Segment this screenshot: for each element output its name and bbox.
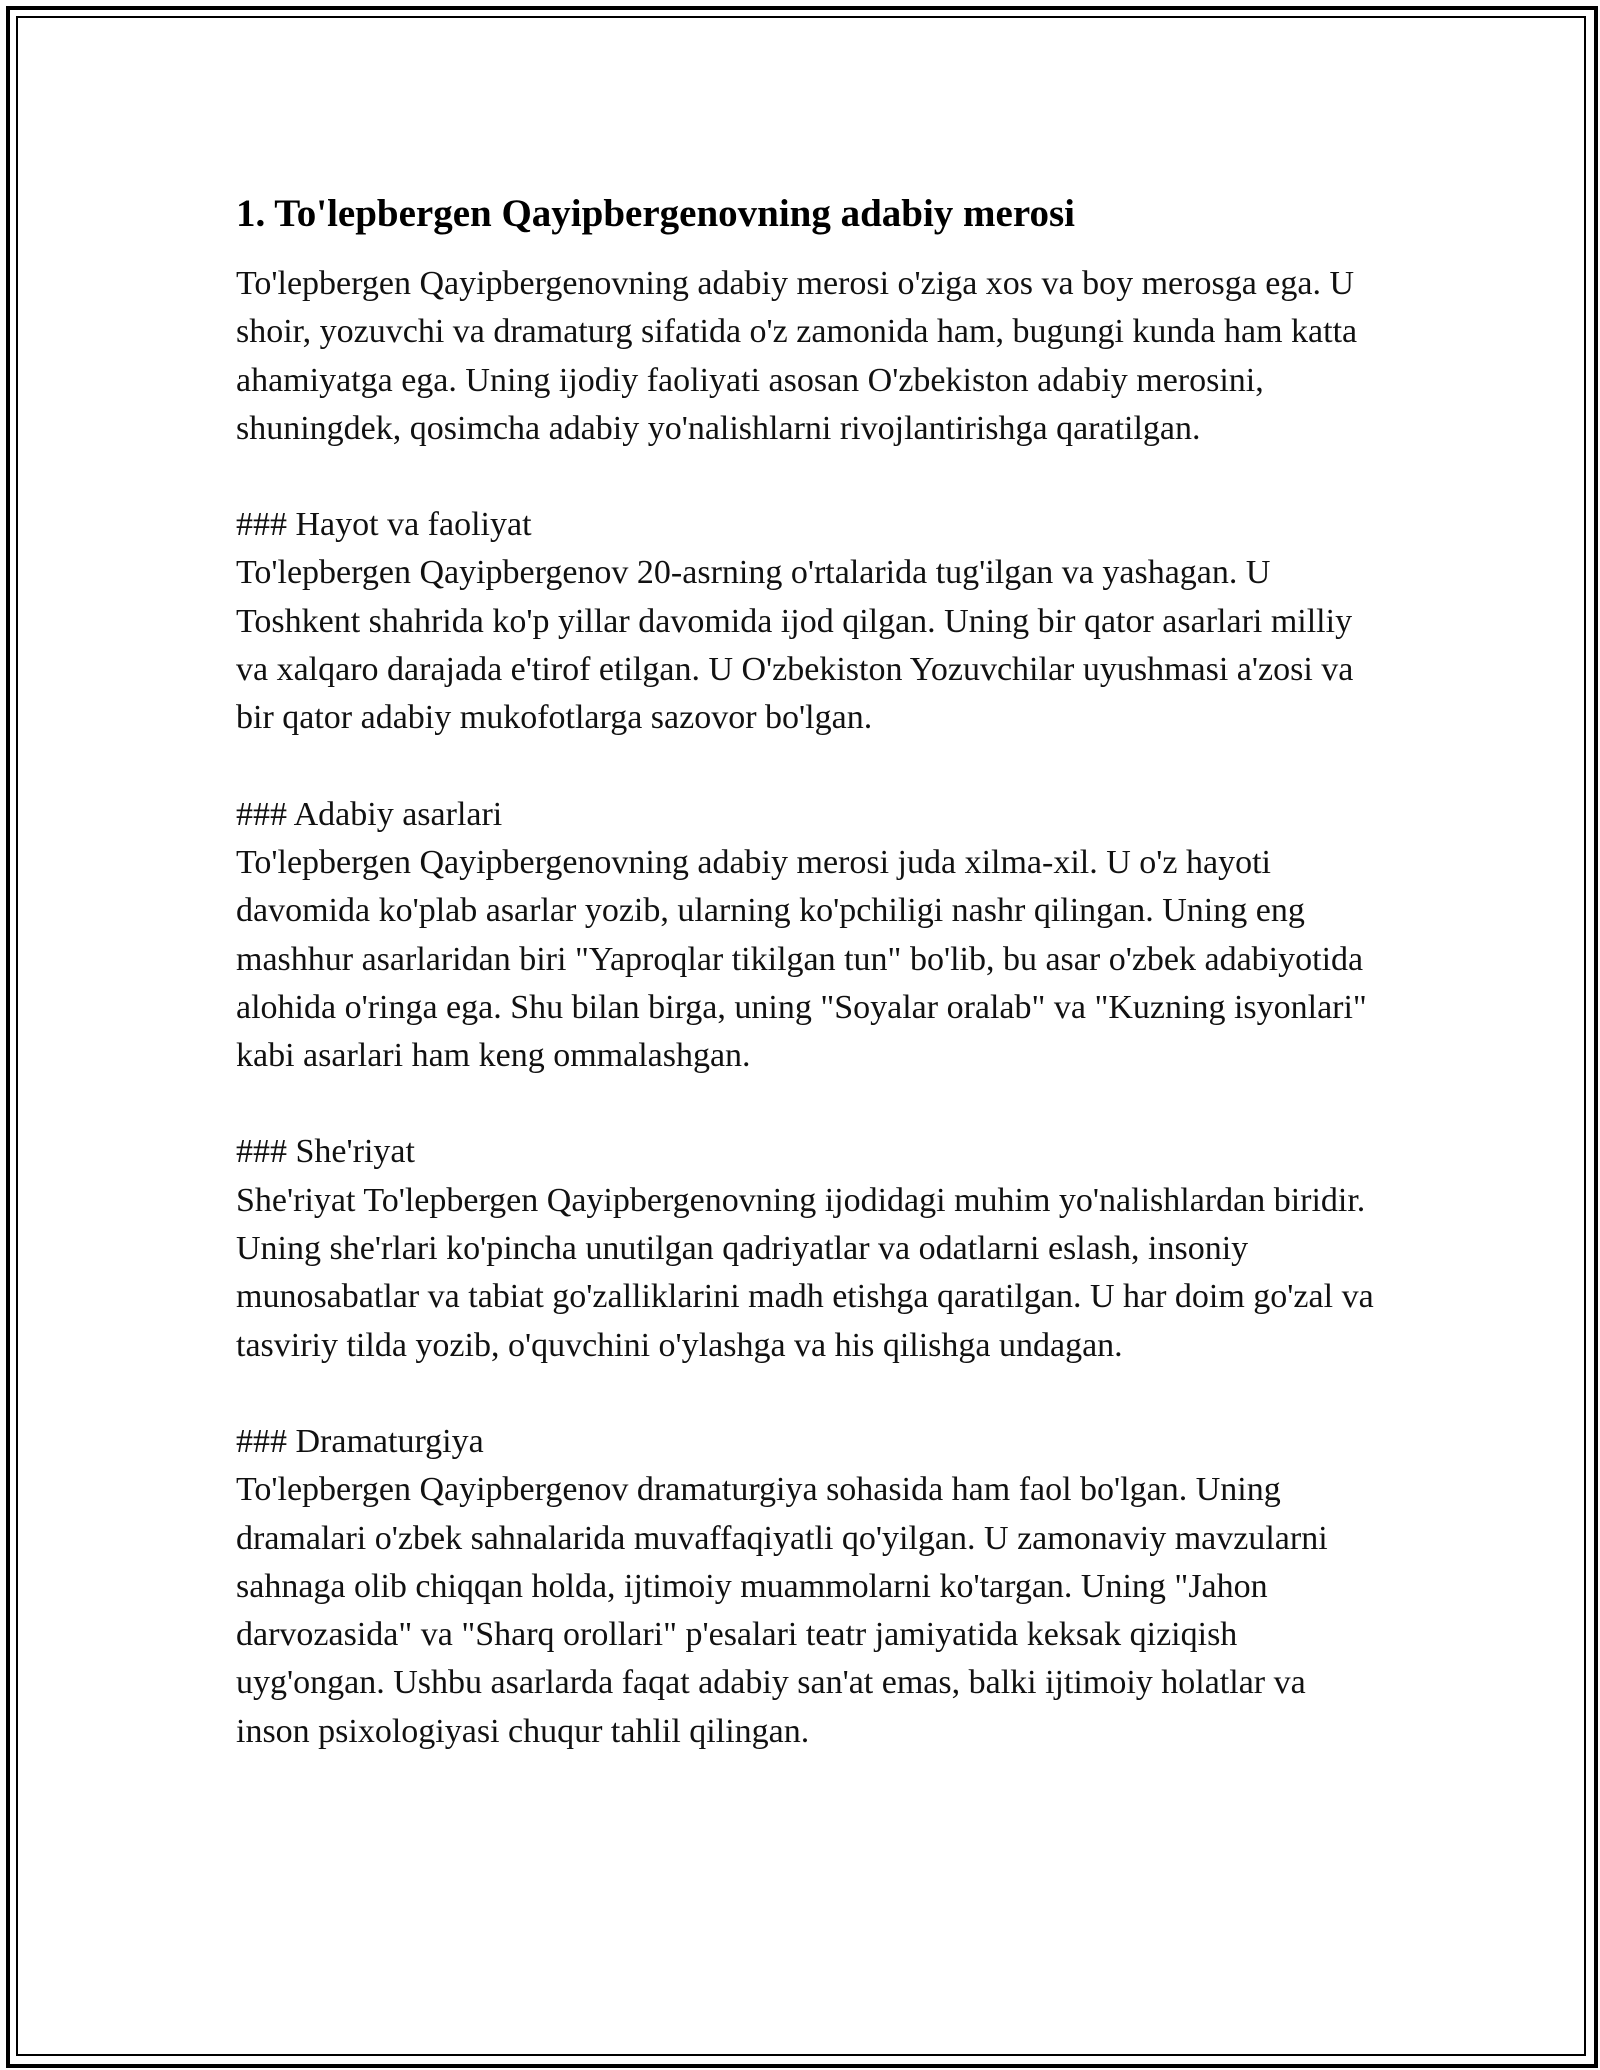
intro-paragraph: To'lepbergen Qayipbergenovning adabiy merosi o'ziga xos va boy merosga ega. U shoir, yozuvchi va dramaturg sifatida o'z zamonida ham, bugungi kunda ham katta ahamiyatga ega. Uning ijodiy faoliyati asosan O'zbekiston adabiy merosini, shuningdek, qosimcha adabiy yo'nalishlarni rivojlantirishga qaratilgan. [236,265,1358,447]
section-hayot-va-faoliyat [236,501,1376,742]
section-paragraph: To'lepbergen Qayipbergenov dramaturgiya sohasida ham faol bo'lgan. Uning dramalari o'zbek sahnalarida muvaffaqiyatli qo'yilgan. U zamonaviy mavzularni sahnaga olib chiqqan holda, ijtimoiy muammolarni ko'targan. Uning "Jahon darvozasida" va "Sharq orollari" p'esalari teatr jamiyatida keksak qiziqish uyg'ongan. Ushbu asarlarda faqat adabiy san'at emas, balki ijtimoiy holatlar va inson psixologiyasi chuqur tahlil qilingan. [236,1471,1328,1750]
section-heading: ### Hayot va faoliyat [236,506,532,544]
section-paragraph: To'lepbergen Qayipbergenovning adabiy merosi juda xilma-xil. U o'z hayoti davomida ko'plab asarlar yozib, ularning ko'pchiligi nashr qilingan. Uning eng mashhur asarlaridan biri "Yaproqlar tikilgan tun" bo'lib, bu asar o'zbek adabiyotida alohida o'ringa ega. Shu bilan birga, uning "Soyalar oralab" va "Kuzning isyonlari" kabi asarlari ham keng ommalashgan. [236,843,1367,1075]
section-paragraph: To'lepbergen Qayipbergenov 20-asrning o'rtalarida tug'ilgan va yashagan. U Toshkent shahrida ko'p yillar davomida ijod qilgan. Uning bir qator asarlari milliy va xalqaro darajada e'tirof etilgan. U O'zbekiston Yozuvchilar uyushmasi a'zosi va bir qator adabiy mukofotlarga sazovor bo'lgan. [236,554,1354,737]
document-page [236,190,1376,1756]
section-sheriyat [236,1128,1376,1369]
section-dramaturgiya [236,1418,1376,1756]
section-heading: ### She'riyat [236,1133,415,1171]
document-title: 1. To'lepbergen Qayipbergenovning adabiy merosi [236,192,1075,235]
section-heading: ### Adabiy asarlari [236,795,503,833]
section-heading: ### Dramaturgiya [236,1422,484,1460]
section-adabiy-asarlari [236,791,1376,1081]
section-paragraph: She'riyat To'lepbergen Qayipbergenovning ijodidagi muhim yo'nalishlardan biridir. Uning she'rlari ko'pincha unutilgan qadriyatlar va odatlarni eslash, insoniy munosabatlar va tabiat go'zalliklarini madh etishga qaratilgan. U har doim go'zal va tasviriy tilda yozib, o'quvchini o'ylashga va his qilishga undagan. [236,1181,1374,1364]
